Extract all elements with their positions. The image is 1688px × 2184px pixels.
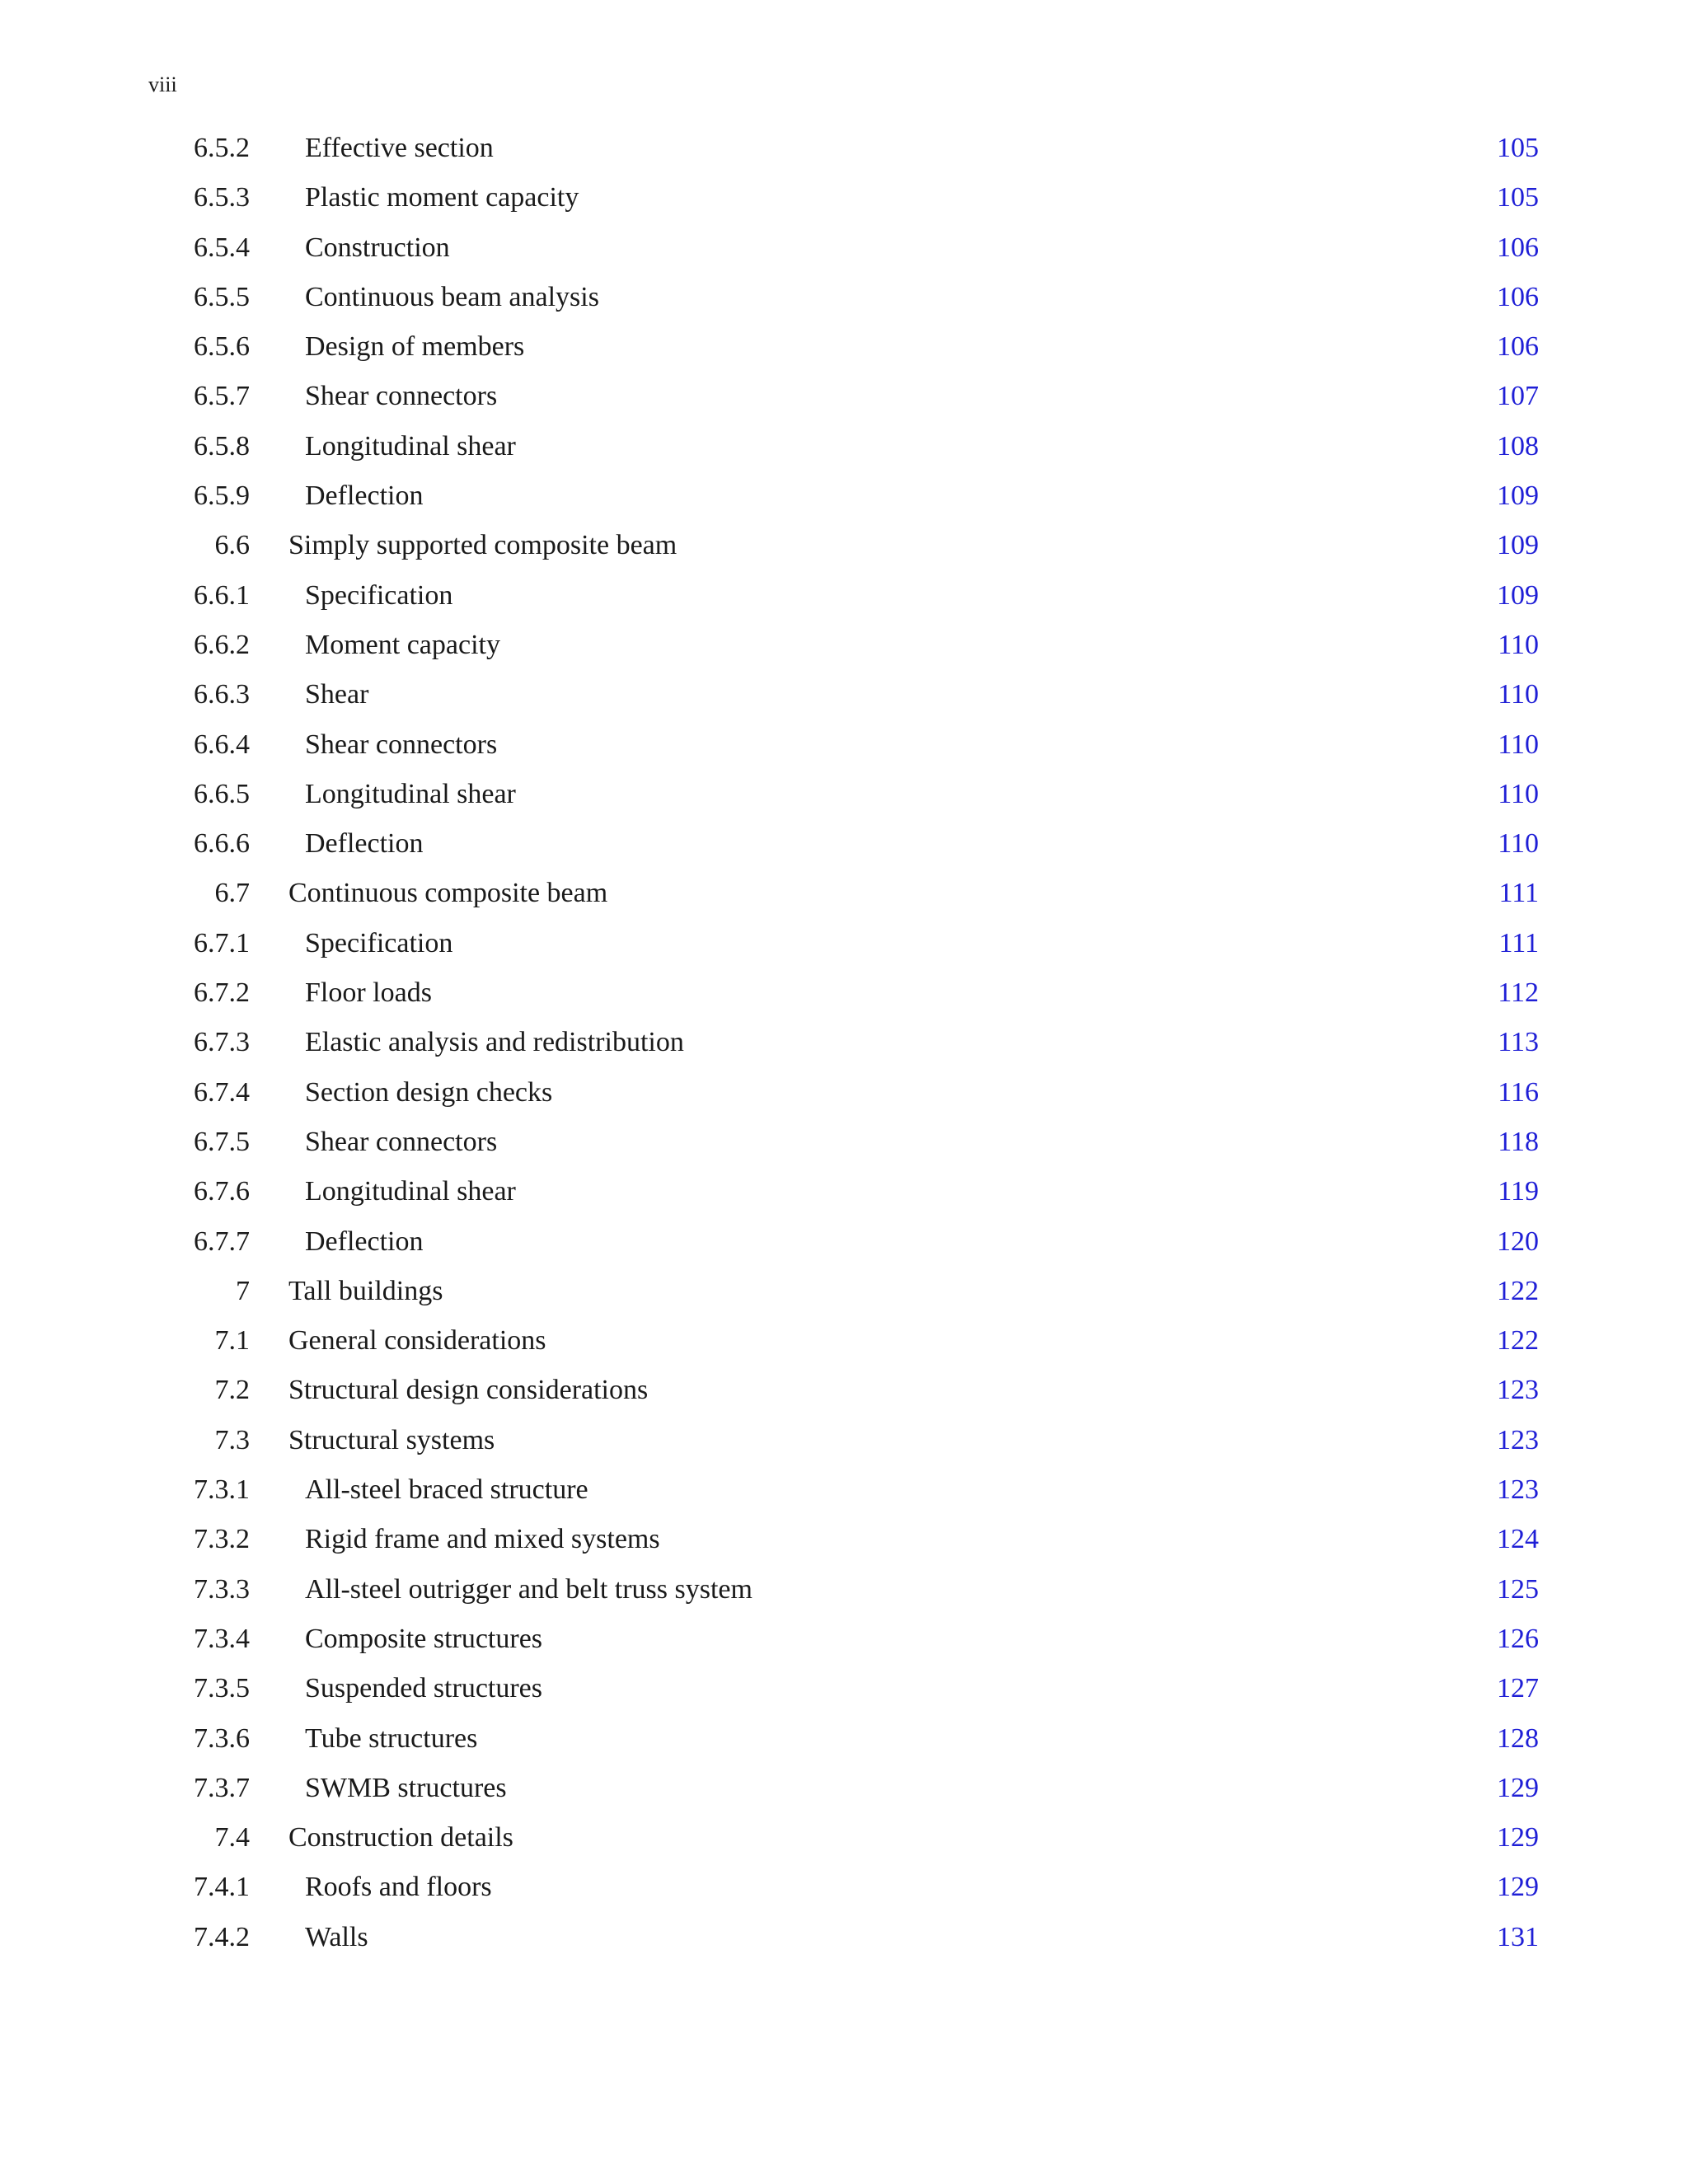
- table-of-contents: [0, 124, 1688, 1962]
- toc-entry[interactable]: [0, 173, 1688, 223]
- toc-entry-number: 6.7.3: [194, 1027, 250, 1058]
- toc-entry-page-link[interactable]: 118: [1498, 1126, 1539, 1157]
- toc-entry[interactable]: [0, 1118, 1688, 1167]
- toc-entry[interactable]: [0, 521, 1688, 570]
- toc-entry[interactable]: [0, 1018, 1688, 1067]
- toc-entry-number: 6.7.1: [194, 927, 250, 958]
- toc-entry[interactable]: [0, 1366, 1688, 1415]
- toc-entry-title[interactable]: Shear connectors: [305, 729, 498, 760]
- toc-entry-number: 7.2: [214, 1375, 250, 1406]
- toc-entry-title[interactable]: Construction details: [288, 1822, 513, 1854]
- toc-entry-title[interactable]: Continuous beam analysis: [305, 281, 599, 312]
- toc-entry-number: 6.5.2: [194, 133, 250, 163]
- toc-entry-page-link[interactable]: 105: [1497, 133, 1539, 163]
- toc-entry-number: 6.5.6: [194, 331, 250, 363]
- toc-entry-page-link[interactable]: 107: [1497, 381, 1539, 412]
- toc-entry-title[interactable]: Design of members: [305, 331, 525, 363]
- toc-entry-title[interactable]: Shear: [305, 679, 369, 710]
- toc-entry[interactable]: [0, 919, 1688, 968]
- toc-entry-number: 7.3: [214, 1424, 250, 1455]
- toc-entry-page-link[interactable]: 110: [1498, 828, 1539, 860]
- toc-entry[interactable]: [0, 1217, 1688, 1267]
- toc-entry-number: 7.4: [214, 1822, 250, 1854]
- toc-entry-title[interactable]: Structural design considerations: [288, 1375, 649, 1406]
- toc-entry-number: 6.6.5: [194, 778, 250, 809]
- toc-entry-page-link[interactable]: 125: [1497, 1573, 1539, 1605]
- toc-entry-number: 7.1: [214, 1325, 250, 1357]
- toc-entry-title[interactable]: General considerations: [288, 1325, 546, 1357]
- toc-entry-title[interactable]: Deflection: [305, 828, 424, 860]
- toc-entry-page-link[interactable]: 123: [1497, 1474, 1539, 1506]
- toc-entry-title[interactable]: Continuous composite beam: [288, 878, 608, 909]
- toc-entry-title[interactable]: Walls: [305, 1921, 368, 1952]
- toc-entry[interactable]: [0, 670, 1688, 719]
- toc-entry-page-link[interactable]: 106: [1497, 331, 1539, 363]
- toc-entry[interactable]: [0, 372, 1688, 421]
- toc-entry-title[interactable]: Deflection: [305, 480, 424, 512]
- toc-entry-number: 7.3.5: [194, 1673, 250, 1704]
- toc-entry[interactable]: [0, 968, 1688, 1018]
- toc-entry-number: 7.3.2: [194, 1524, 250, 1555]
- toc-entry[interactable]: [0, 124, 1688, 173]
- toc-entry-number: 6.7: [214, 878, 250, 909]
- toc-entry-title[interactable]: Shear connectors: [305, 1126, 498, 1157]
- toc-entry[interactable]: [0, 1615, 1688, 1664]
- toc-entry-page-link[interactable]: 113: [1498, 1027, 1539, 1058]
- toc-entry[interactable]: [0, 1565, 1688, 1615]
- toc-entry-title[interactable]: Simply supported composite beam: [288, 530, 678, 561]
- toc-entry-title[interactable]: Rigid frame and mixed systems: [305, 1524, 660, 1555]
- toc-entry-page-link[interactable]: 111: [1498, 927, 1539, 958]
- toc-entry[interactable]: [0, 273, 1688, 322]
- toc-entry-title[interactable]: Structural systems: [288, 1424, 495, 1455]
- toc-entry-page-link[interactable]: 110: [1498, 679, 1539, 710]
- toc-entry-number: 7.4.1: [194, 1872, 250, 1903]
- toc-entry-title[interactable]: Composite structures: [305, 1623, 543, 1654]
- toc-entry-page-link[interactable]: 110: [1498, 778, 1539, 809]
- toc-entry-number: 6.7.4: [194, 1076, 250, 1108]
- toc-entry[interactable]: [0, 1068, 1688, 1118]
- toc-entry[interactable]: [0, 471, 1688, 521]
- toc-entry-title[interactable]: Moment capacity: [305, 629, 500, 660]
- toc-entry-page-link[interactable]: 109: [1497, 530, 1539, 561]
- toc-entry-number: 6.6.3: [194, 679, 250, 710]
- toc-entry-page-link[interactable]: 128: [1497, 1722, 1539, 1754]
- toc-entry-number: 6.6.6: [194, 828, 250, 860]
- toc-entry-number: 6.6: [214, 530, 250, 561]
- toc-entry-page-link[interactable]: 116: [1498, 1076, 1539, 1108]
- toc-entry-page-link[interactable]: 105: [1497, 182, 1539, 213]
- toc-entry-number: 7.3.1: [194, 1474, 250, 1506]
- toc-entry-number: 6.5.9: [194, 480, 250, 512]
- toc-entry[interactable]: [0, 322, 1688, 372]
- toc-entry-page-link[interactable]: 111: [1498, 878, 1539, 909]
- toc-entry-title[interactable]: Suspended structures: [305, 1673, 543, 1704]
- toc-entry[interactable]: [0, 1167, 1688, 1216]
- toc-entry-number: 6.5.8: [194, 430, 250, 462]
- toc-entry-number: 6.5.3: [194, 182, 250, 213]
- toc-entry[interactable]: [0, 1465, 1688, 1515]
- toc-entry[interactable]: [0, 819, 1688, 869]
- toc-entry-title[interactable]: Tall buildings: [288, 1275, 443, 1306]
- toc-entry-page-link[interactable]: 123: [1497, 1424, 1539, 1455]
- toc-entry[interactable]: [0, 422, 1688, 471]
- toc-entry-number: 7.4.2: [194, 1921, 250, 1952]
- toc-entry-number: 7.3.4: [194, 1623, 250, 1654]
- toc-entry-number: 7.3.6: [194, 1722, 250, 1754]
- toc-entry-title[interactable]: Specification: [305, 579, 453, 611]
- toc-entry[interactable]: [0, 1664, 1688, 1713]
- toc-entry-title[interactable]: Construction: [305, 232, 450, 263]
- toc-entry-title[interactable]: Roofs and floors: [305, 1872, 492, 1903]
- toc-entry-page-link[interactable]: 129: [1497, 1822, 1539, 1854]
- toc-entry-number: 6.5.5: [194, 281, 250, 312]
- toc-entry[interactable]: [0, 1813, 1688, 1863]
- toc-entry-title[interactable]: Section design checks: [305, 1076, 553, 1108]
- toc-entry-page-link[interactable]: 129: [1497, 1772, 1539, 1803]
- toc-entry-title[interactable]: Floor loads: [305, 977, 432, 1009]
- toc-entry[interactable]: [0, 571, 1688, 621]
- toc-entry-title[interactable]: All-steel braced structure: [305, 1474, 588, 1506]
- toc-entry-page-link[interactable]: 106: [1497, 281, 1539, 312]
- toc-entry-title[interactable]: Specification: [305, 927, 453, 958]
- toc-entry-number: 6.6.4: [194, 729, 250, 760]
- toc-entry[interactable]: [0, 621, 1688, 670]
- toc-entry-title[interactable]: Effective section: [305, 133, 494, 163]
- toc-entry-page-link[interactable]: 127: [1497, 1673, 1539, 1704]
- toc-entry-title[interactable]: Plastic moment capacity: [305, 182, 579, 213]
- toc-entry-page-link[interactable]: 106: [1497, 232, 1539, 263]
- toc-entry[interactable]: [0, 1913, 1688, 1962]
- toc-entry-number: 6.6.2: [194, 629, 250, 660]
- toc-entry-number: 6.7.2: [194, 977, 250, 1009]
- toc-entry-page-link[interactable]: 122: [1497, 1275, 1539, 1306]
- toc-entry-number: 6.5.4: [194, 232, 250, 263]
- toc-entry-title[interactable]: Deflection: [305, 1226, 424, 1257]
- toc-entry-page-link[interactable]: 123: [1497, 1375, 1539, 1406]
- toc-entry-number: 6.5.7: [194, 381, 250, 412]
- toc-entry-title[interactable]: Longitudinal shear: [305, 778, 516, 809]
- toc-entry-page-link[interactable]: 120: [1497, 1226, 1539, 1257]
- toc-entry-number: 6.7.7: [194, 1226, 250, 1257]
- toc-entry-title[interactable]: All-steel outrigger and belt truss system: [305, 1573, 753, 1605]
- toc-entry-title[interactable]: Longitudinal shear: [305, 1176, 516, 1207]
- toc-entry[interactable]: [0, 770, 1688, 819]
- toc-entry-number: 6.7.5: [194, 1126, 250, 1157]
- toc-entry[interactable]: [0, 1863, 1688, 1912]
- toc-entry[interactable]: [0, 1515, 1688, 1564]
- toc-entry[interactable]: [0, 1764, 1688, 1813]
- toc-entry[interactable]: [0, 1267, 1688, 1316]
- toc-entry-title[interactable]: Elastic analysis and redistribution: [305, 1027, 684, 1058]
- toc-entry-page-link[interactable]: 119: [1498, 1176, 1539, 1207]
- toc-entry-title[interactable]: Tube structures: [305, 1722, 478, 1754]
- toc-entry-page-link[interactable]: 109: [1497, 480, 1539, 512]
- toc-entry-number: 7.3.7: [194, 1772, 250, 1803]
- toc-entry-page-link[interactable]: 126: [1497, 1623, 1539, 1654]
- toc-entry-number: 7: [236, 1275, 250, 1306]
- toc-entry-number: 6.6.1: [194, 579, 250, 611]
- toc-entry-number: 6.7.6: [194, 1176, 250, 1207]
- toc-entry-title[interactable]: Shear connectors: [305, 381, 498, 412]
- toc-entry-title[interactable]: Longitudinal shear: [305, 430, 516, 462]
- toc-entry[interactable]: [0, 1416, 1688, 1465]
- toc-entry-page-link[interactable]: 108: [1497, 430, 1539, 462]
- toc-entry-page-link[interactable]: 109: [1497, 579, 1539, 611]
- toc-entry-page-link[interactable]: 124: [1497, 1524, 1539, 1555]
- toc-entry[interactable]: [0, 1714, 1688, 1764]
- toc-entry-page-link[interactable]: 131: [1497, 1921, 1539, 1952]
- toc-entry-page-link[interactable]: 122: [1497, 1325, 1539, 1357]
- toc-entry-page-link[interactable]: 112: [1498, 977, 1539, 1009]
- toc-entry-number: 7.3.3: [194, 1573, 250, 1605]
- toc-entry-title[interactable]: SWMB structures: [305, 1772, 507, 1803]
- toc-entry[interactable]: [0, 223, 1688, 273]
- toc-entry-page-link[interactable]: 110: [1498, 629, 1539, 660]
- toc-entry[interactable]: [0, 1316, 1688, 1366]
- toc-entry-page-link[interactable]: 110: [1498, 729, 1539, 760]
- toc-entry[interactable]: [0, 869, 1688, 918]
- page-number: viii: [148, 73, 177, 96]
- toc-entry[interactable]: [0, 720, 1688, 770]
- toc-entry-page-link[interactable]: 129: [1497, 1872, 1539, 1903]
